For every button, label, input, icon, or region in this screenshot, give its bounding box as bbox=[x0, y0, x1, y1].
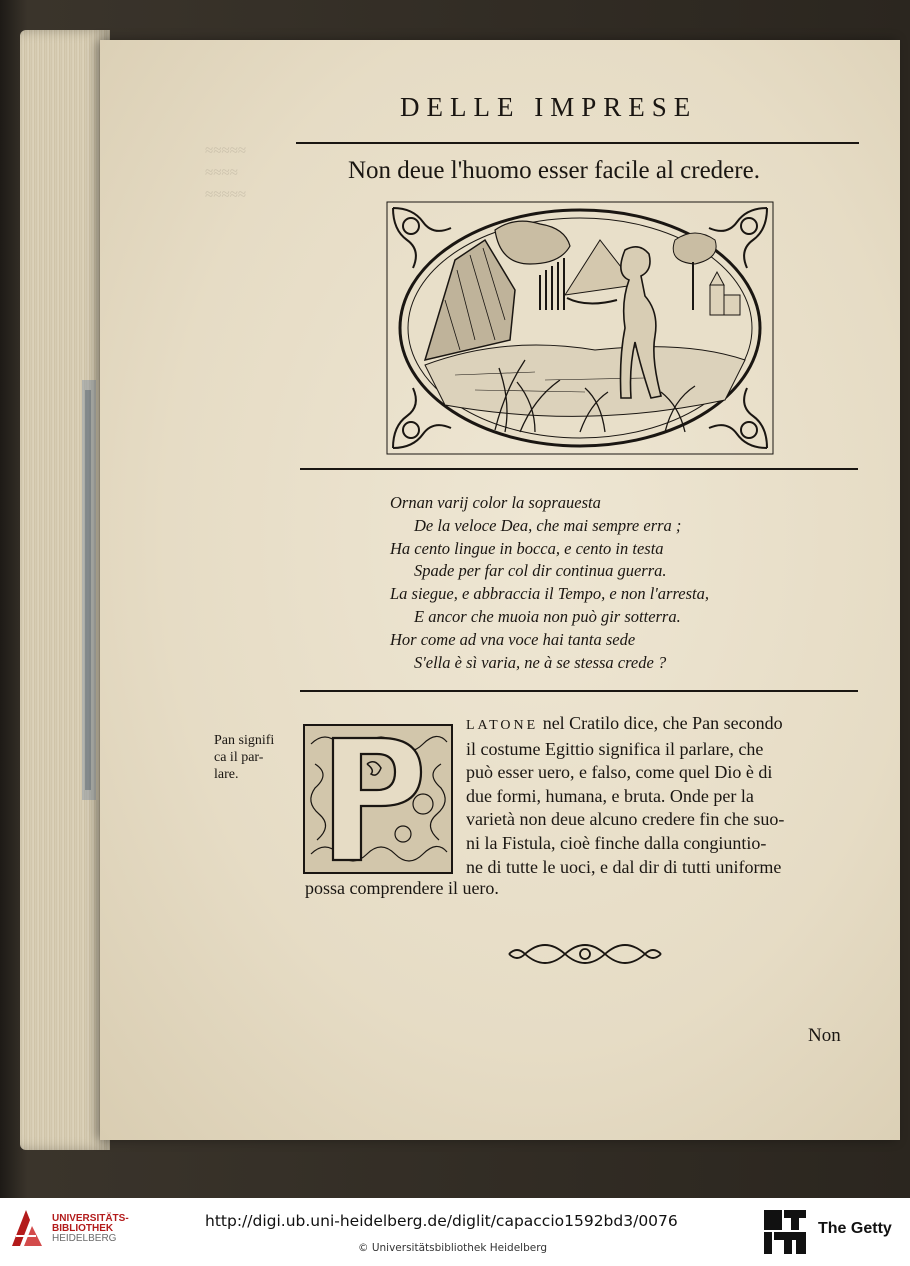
library-name-line: HEIDELBERG bbox=[52, 1233, 117, 1244]
spine-label-strip bbox=[60, 380, 100, 800]
verse-line: Hor come ad vna voce hai tanta sede bbox=[390, 629, 636, 649]
prose-line: varietà non deue alcuno credere fin che suo- bbox=[466, 809, 785, 830]
verse-line: Spade per far col dir continua guerra. bbox=[414, 561, 667, 581]
prose-smallcaps: LATONE bbox=[466, 718, 539, 733]
marginal-note-line: lare. bbox=[214, 767, 239, 782]
emblem-woodcut bbox=[385, 200, 775, 456]
verse-bottom-rule bbox=[300, 690, 858, 692]
prose-line: ni la Fistula, cioè finche dalla congiuntio- bbox=[466, 832, 767, 853]
library-name-line: BIBLIOTHEK bbox=[52, 1223, 114, 1234]
prose-line: due formi, humana, e bruta. Onde per la bbox=[466, 785, 754, 806]
library-name-line: UNIVERSITÄTS- bbox=[52, 1213, 129, 1224]
permalink-url[interactable]: http://digi.ub.uni-heidelberg.de/diglit/capaccio1592bd3/0076 bbox=[205, 1212, 678, 1230]
university-library-logo-icon[interactable] bbox=[10, 1206, 44, 1250]
verse-line: S'ella è sì varia, ne à se stessa crede ? bbox=[414, 652, 667, 672]
getty-logo-icon[interactable] bbox=[764, 1210, 806, 1254]
show-through-text: ≈≈≈≈≈ ≈≈≈≈ ≈≈≈≈≈ bbox=[205, 143, 247, 203]
verse-block bbox=[390, 492, 810, 674]
verse-line: La siegue, e abbraccia il Tempo, e non l'arresta, bbox=[390, 584, 709, 604]
decorated-initial-p bbox=[303, 724, 453, 874]
verse-line: Ornan varij color la soprauesta bbox=[390, 493, 601, 512]
partner-name: The Getty bbox=[818, 1220, 892, 1237]
emblem-bottom-rule bbox=[300, 468, 858, 470]
prose-line: può esser uero, e falso, come quel Dio è di bbox=[466, 762, 773, 783]
university-library-name bbox=[52, 1214, 129, 1244]
motto-heading: Non deue l'huomo esser facile al credere. bbox=[348, 157, 760, 184]
tailpiece-ornament bbox=[505, 932, 665, 976]
prose-line: ne di tutte le uoci, e dal dir di tutti uniforme bbox=[466, 856, 782, 877]
prose-first-line bbox=[466, 712, 876, 738]
running-head: DELLE IMPRESE bbox=[400, 92, 698, 122]
catchword: Non bbox=[808, 1025, 841, 1046]
prose-first-rest: nel Cratilo dice, che Pan secondo bbox=[538, 713, 783, 733]
viewer-footer bbox=[0, 1198, 910, 1266]
prose-paragraph bbox=[466, 712, 876, 879]
marginal-note-line: Pan signifi bbox=[214, 733, 275, 748]
verse-line: E ancor che muoia non può gir sotterra. bbox=[414, 606, 681, 626]
prose-line: il costume Egittio significa il parlare, che bbox=[466, 738, 764, 759]
verse-line: Ha cento lingue in bocca, e cento in testa bbox=[390, 538, 664, 558]
header-rule bbox=[296, 142, 859, 144]
prose-last-line: possa comprendere il uero. bbox=[305, 878, 499, 898]
marginal-note bbox=[214, 732, 294, 783]
verse-line: De la veloce Dea, che mai sempre erra ; bbox=[414, 515, 682, 535]
marginal-note-line: ca il par- bbox=[214, 750, 264, 765]
copyright-notice: © Universitätsbibliothek Heidelberg bbox=[358, 1242, 548, 1254]
